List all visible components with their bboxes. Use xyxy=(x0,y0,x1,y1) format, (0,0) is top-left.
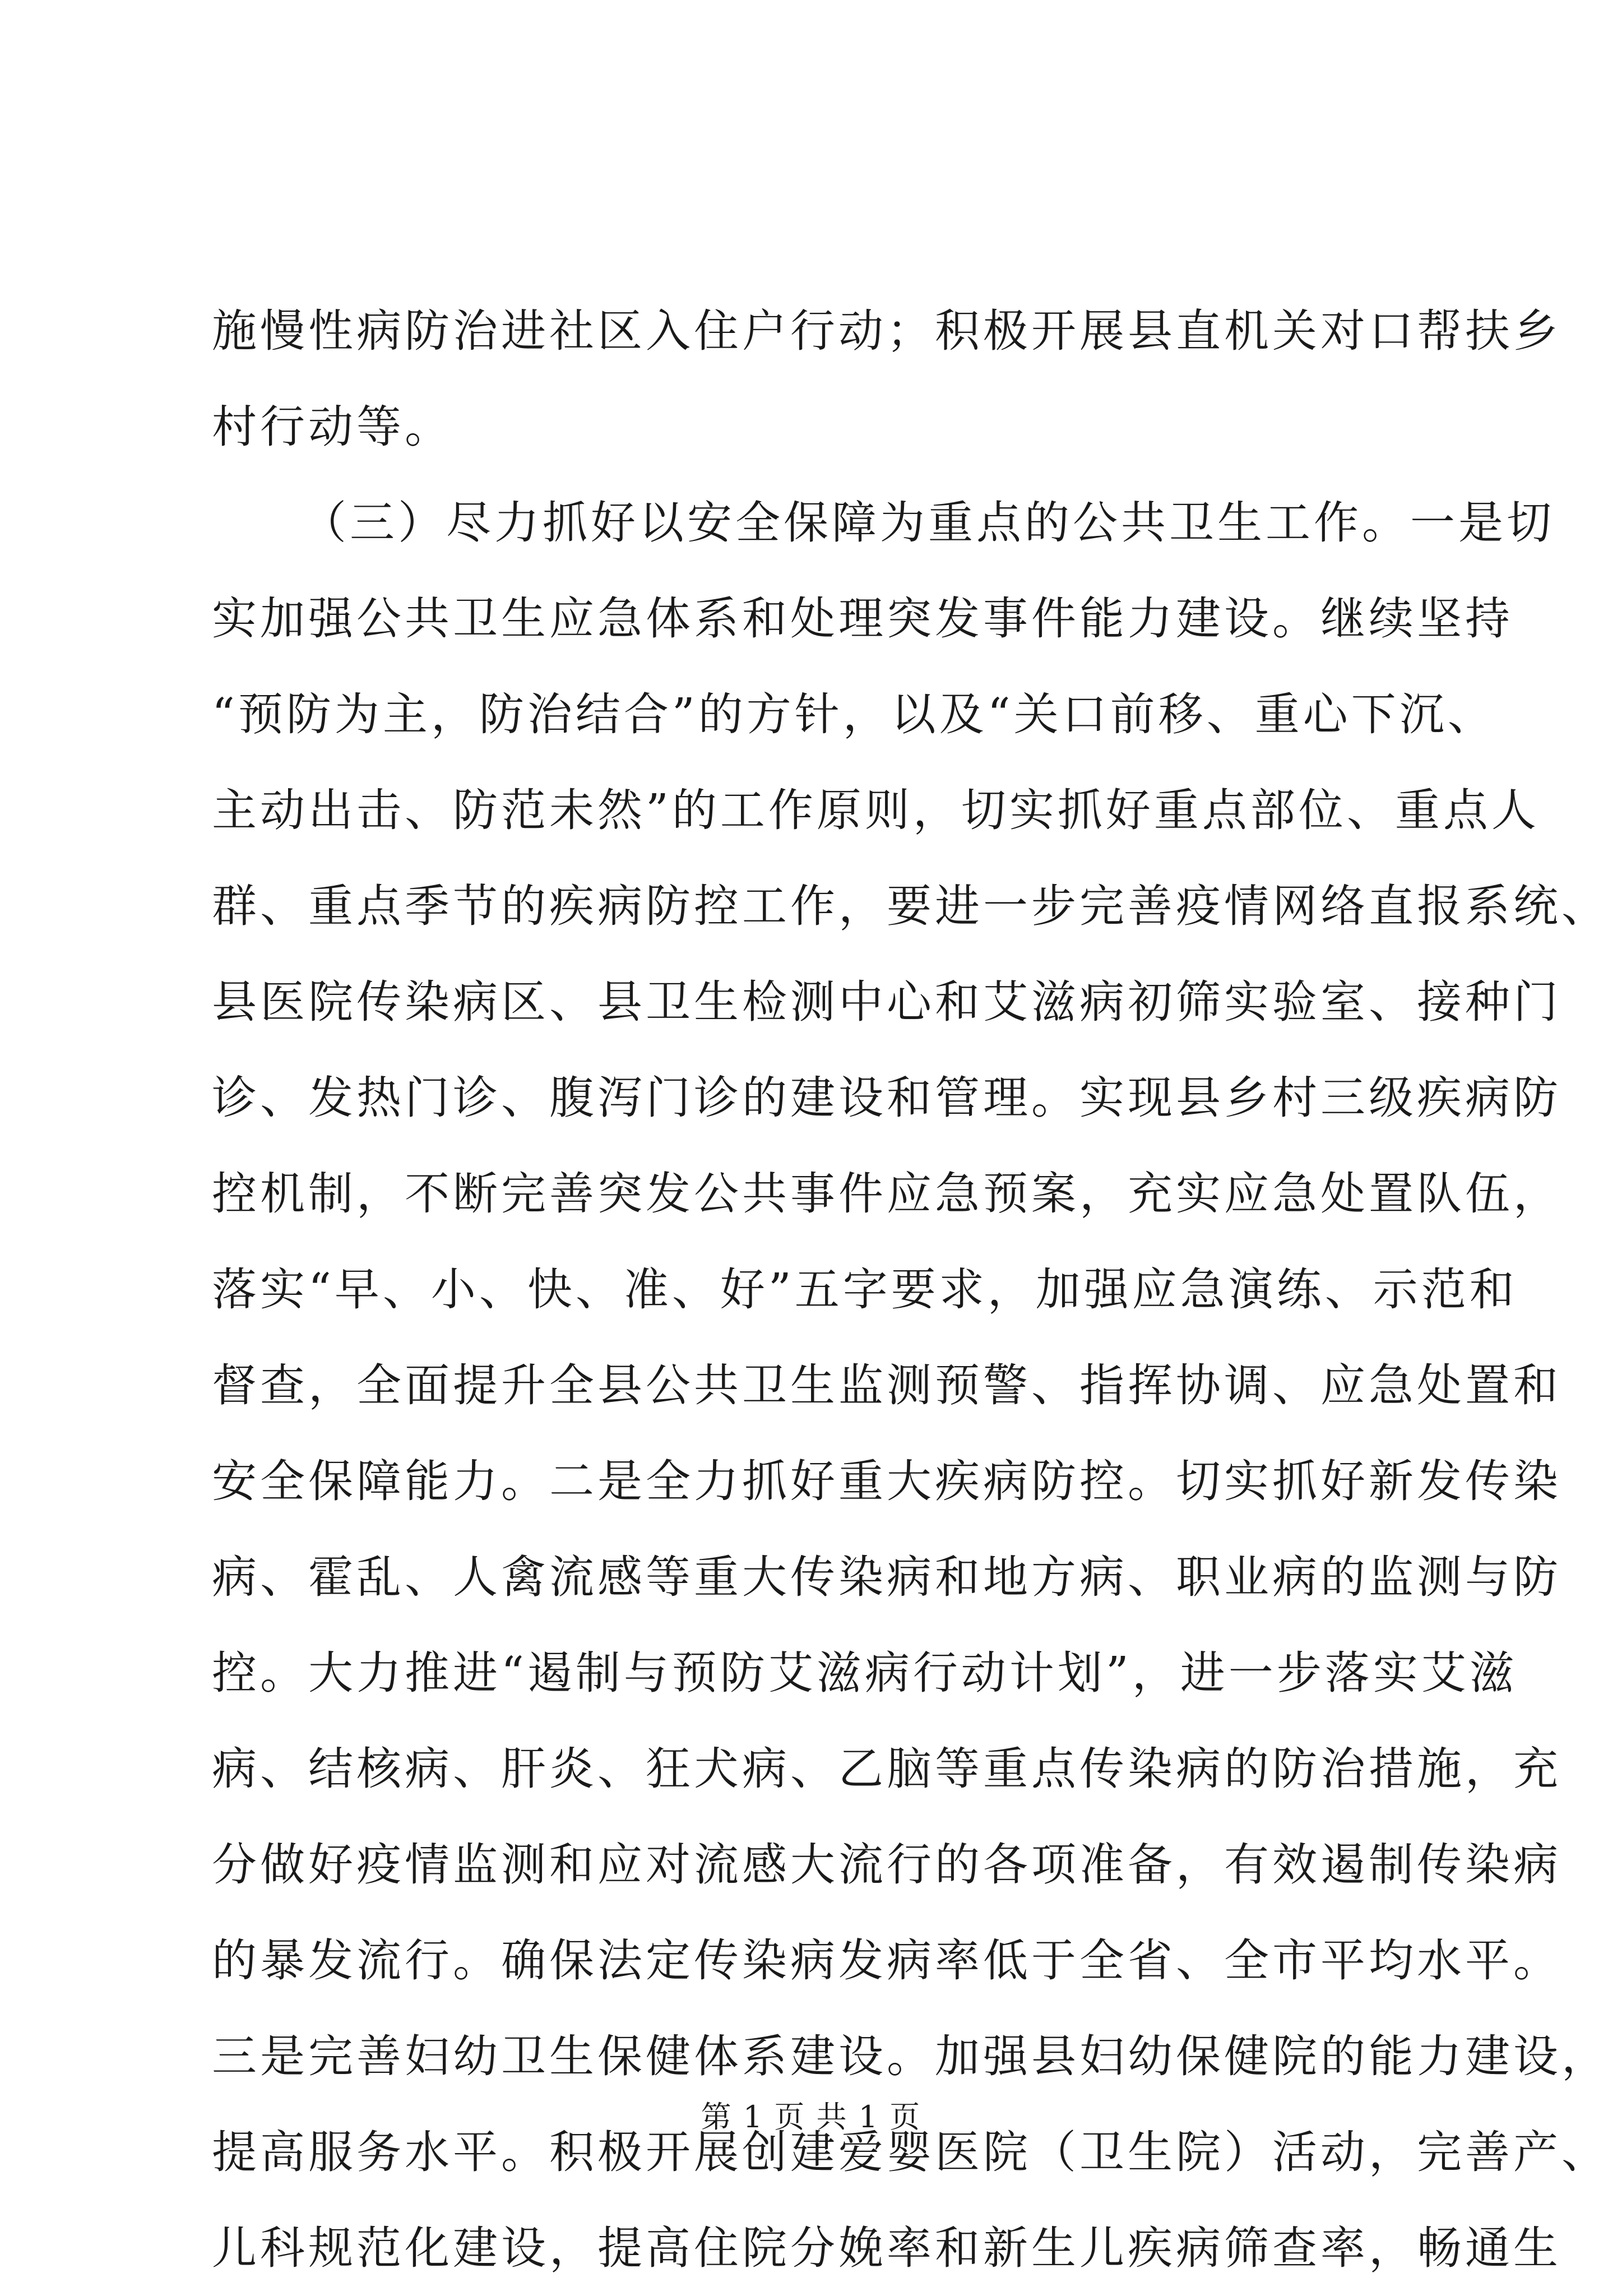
text-line: 三是完善妇幼卫生保健体系建设。加强县妇幼保健院的能力建设， xyxy=(212,2030,1610,2082)
text-line: 施慢性病防治进社区入住户行动；积极开展县直机关对口帮扶乡 xyxy=(212,305,1561,357)
text-line: 提高服务水平。积极开展创建爱婴医院（卫生院）活动，完善产、 xyxy=(212,2126,1610,2178)
page-footer xyxy=(0,2098,1622,2137)
paragraph-start-line: （三）尽力抓好以安全保障为重点的公共卫生工作。一是切 xyxy=(302,497,1555,549)
text-line: 落实“早、小、快、准、好”五字要求，加强应急演练、示范和 xyxy=(212,1263,1518,1316)
text-line: 群、重点季节的疾病防控工作，要进一步完善疫情网络直报系统、 xyxy=(212,880,1610,932)
text-line: 主动出击、防范未然”的工作原则，切实抓好重点部位、重点人 xyxy=(212,784,1540,836)
body-text xyxy=(212,283,1610,2296)
text-line: 诊、发热门诊、腹泻门诊的建设和管理。实现县乡村三级疾病防 xyxy=(212,1072,1561,1124)
text-line: 的暴发流行。确保法定传染病发病率低于全省、全市平均水平。 xyxy=(212,1934,1561,1987)
text-line: 督查，全面提升全县公共卫生监测预警、指挥协调、应急处置和 xyxy=(212,1359,1561,1411)
text-line: 病、结核病、肝炎、狂犬病、乙脑等重点传染病的防治措施，充 xyxy=(212,1743,1561,1795)
text-line: 安全保障能力。二是全力抓好重大疾病防控。切实抓好新发传染 xyxy=(212,1455,1561,1507)
text-line: 村行动等。 xyxy=(212,401,453,453)
text-line: 控机制，不断完善突发公共事件应急预案，充实应急处置队伍， xyxy=(212,1168,1561,1220)
page-number: 第 1 页 共 1 页 xyxy=(701,2099,921,2135)
text-line: 控。大力推进“遏制与预防艾滋病行动计划”，进一步落实艾滋 xyxy=(212,1647,1518,1699)
text-line: 县医院传染病区、县卫生检测中心和艾滋病初筛实验室、接种门 xyxy=(212,976,1561,1028)
text-line: “预防为主，防治结合”的方针，以及“关口前移、重心下沉、 xyxy=(212,688,1496,740)
text-line: 病、霍乱、人禽流感等重大传染病和地方病、职业病的监测与防 xyxy=(212,1551,1561,1603)
text-line: 分做好疫情监测和应对流感大流行的各项准备，有效遏制传染病 xyxy=(212,1839,1561,1891)
text-line: 儿科规范化建设，提高住院分娩率和新生儿疾病筛查率，畅通生 xyxy=(212,2222,1561,2274)
text-line: 实加强公共卫生应急体系和处理突发事件能力建设。继续坚持 xyxy=(212,592,1513,645)
